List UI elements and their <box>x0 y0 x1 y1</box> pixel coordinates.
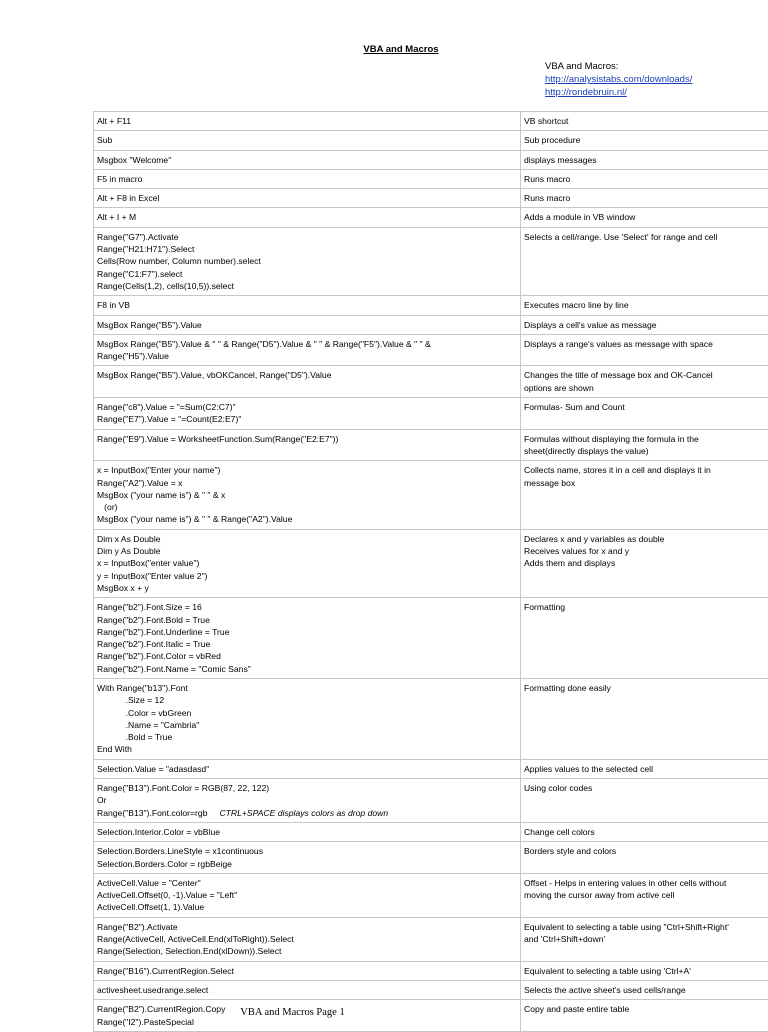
references-block <box>545 60 692 99</box>
link-rondebruin[interactable]: http://rondebruin.nl/ <box>545 86 692 99</box>
description-cell: Formulas without displaying the formula in the sheet(directly displays the value) <box>521 429 768 461</box>
description-cell: Offset - Helps in entering values in other cells without moving the cursor away from active cell <box>521 873 768 917</box>
description-cell: Displays a cell's value as message <box>521 315 768 334</box>
code-cell: Range("c8").Value = "=Sum(C2:C7)" Range("E7").Value = "=Count(E2:E7)" <box>94 398 521 430</box>
page-footer: VBA and Macros Page 1 <box>0 1007 585 1018</box>
description-cell: Sub procedure <box>521 131 768 150</box>
table-row <box>94 296 768 315</box>
code-cell: activesheet.usedrange.select <box>94 980 521 999</box>
code-cell: Msgbox "Welcome" <box>94 150 521 169</box>
description-cell: Selects the active sheet's used cells/range <box>521 980 768 999</box>
page-title: VBA and Macros <box>0 44 768 55</box>
table-row <box>94 334 768 366</box>
table-row <box>94 598 768 679</box>
description-cell: displays messages <box>521 150 768 169</box>
code-cell: Range("B2").CurrentRegion.Copy Range("I2").PasteSpecial <box>94 1000 521 1032</box>
table-row <box>94 917 768 961</box>
code-cell: F8 in VB <box>94 296 521 315</box>
table-row <box>94 208 768 227</box>
code-cell: Alt + F8 in Excel <box>94 189 521 208</box>
table-row <box>94 678 768 759</box>
code-cell: x = InputBox("Enter your name") Range("A2").Value = x MsgBox ("your name is") & " " & x (or) MsgBox ("your name is") & " " & Range("A2").Value <box>94 461 521 529</box>
description-cell: Executes macro line by line <box>521 296 768 315</box>
table-row <box>94 315 768 334</box>
description-cell: Runs macro <box>521 189 768 208</box>
description-cell: Formatting <box>521 598 768 679</box>
description-cell: Change cell colors <box>521 822 768 841</box>
code-cell: Range("b2").Font.Size = 16 Range("b2").Font.Bold = True Range("b2").Font.Underline = True Range("b2").Font.Italic = True Range("b2").Font.Color = vbRed Range("b2").Font.Name = "Comic Sans" <box>94 598 521 679</box>
description-cell: Declares x and y variables as double Receives values for x and y Adds them and displays <box>521 529 768 597</box>
code-cell: MsgBox Range("B5").Value, vbOKCancel, Range("D5").Value <box>94 366 521 398</box>
description-cell: Selects a cell/range. Use 'Select' for range and cell <box>521 227 768 295</box>
code-cell: Selection.Borders.LineStyle = x1continuous Selection.Borders.Color = rgbBeige <box>94 842 521 874</box>
table-row <box>94 873 768 917</box>
code-text: Range("B13").Font.Color = RGB(87, 22, 122) Or Range("B13").Font.color=rgb <box>97 783 269 818</box>
table-row <box>94 980 768 999</box>
references-heading: VBA and Macros: <box>545 60 692 73</box>
description-cell: Applies values to the selected cell <box>521 759 768 778</box>
table-row <box>94 131 768 150</box>
code-cell: Selection.Value = "adasdasd" <box>94 759 521 778</box>
description-cell: Changes the title of message box and OK-Cancel options are shown <box>521 366 768 398</box>
code-cell: Alt + F11 <box>94 112 521 131</box>
description-cell: Equivalent to selecting a table using "Ctrl+Shift+Right' and 'Ctrl+Shift+down' <box>521 917 768 961</box>
code-cell: Selection.Interior.Color = vbBlue <box>94 822 521 841</box>
description-cell: Borders style and colors <box>521 842 768 874</box>
link-analysistabs[interactable]: http://analysistabs.com/downloads/ <box>545 73 692 86</box>
code-cell: Range("B16").CurrentRegion.Select <box>94 961 521 980</box>
code-note: CTRL+SPACE displays colors as drop down <box>219 808 388 818</box>
table-row <box>94 398 768 430</box>
table-row <box>94 169 768 188</box>
description-cell: Adds a module in VB window <box>521 208 768 227</box>
description-cell: Formulas- Sum and Count <box>521 398 768 430</box>
description-cell: Equivalent to selecting a table using 'Ctrl+A' <box>521 961 768 980</box>
table-row <box>94 366 768 398</box>
table-row <box>94 842 768 874</box>
table-row <box>94 150 768 169</box>
code-cell-with-note <box>94 779 521 823</box>
code-cell: With Range("b13").Font .Size = 12 .Color = vbGreen .Name = "Cambria" .Bold = True End With <box>94 678 521 759</box>
code-cell: Range("E9").Value = WorksheetFunction.Sum(Range("E2:E7")) <box>94 429 521 461</box>
code-cell: Range("B2").Activate Range(ActiveCell, ActiveCell.End(xlToRight)).Select Range(Selection, Selection.End(xlDown)).Select <box>94 917 521 961</box>
description-cell: Copy and paste entire table <box>521 1000 768 1032</box>
code-cell: Range("G7").Activate Range("H21:H71").Select Cells(Row number, Column number).select Range("C1:F7").select Range(Cells(1,2), cells(10,5)).select <box>94 227 521 295</box>
description-cell: Formatting done easily <box>521 678 768 759</box>
description-cell: VB shortcut <box>521 112 768 131</box>
description-cell: Displays a range's values as message with space <box>521 334 768 366</box>
table-row <box>94 429 768 461</box>
code-cell: MsgBox Range("B5").Value <box>94 315 521 334</box>
code-cell: Sub <box>94 131 521 150</box>
table-row <box>94 461 768 529</box>
code-cell: Dim x As Double Dim y As Double x = InputBox("enter value") y = InputBox("Enter value 2") MsgBox x + y <box>94 529 521 597</box>
table-row <box>94 961 768 980</box>
table-row <box>94 779 768 823</box>
code-cell: MsgBox Range("B5").Value & " " & Range("D5").Value & " " & Range("F5").Value & " " & Range("H5").Value <box>94 334 521 366</box>
code-cell: ActiveCell.Value = "Center" ActiveCell.Offset(0, -1).Value = "Left" ActiveCell.Offset(1, 1).Value <box>94 873 521 917</box>
code-cell: Alt + I + M <box>94 208 521 227</box>
table-row <box>94 189 768 208</box>
description-cell: Using color codes <box>521 779 768 823</box>
table-row <box>94 529 768 597</box>
description-cell: Runs macro <box>521 169 768 188</box>
table-row <box>94 759 768 778</box>
table-row <box>94 112 768 131</box>
table-row <box>94 227 768 295</box>
shortcuts-table <box>93 111 768 1032</box>
code-cell: F5 in macro <box>94 169 521 188</box>
description-cell: Collects name, stores it in a cell and displays it in message box <box>521 461 768 529</box>
table-row <box>94 822 768 841</box>
